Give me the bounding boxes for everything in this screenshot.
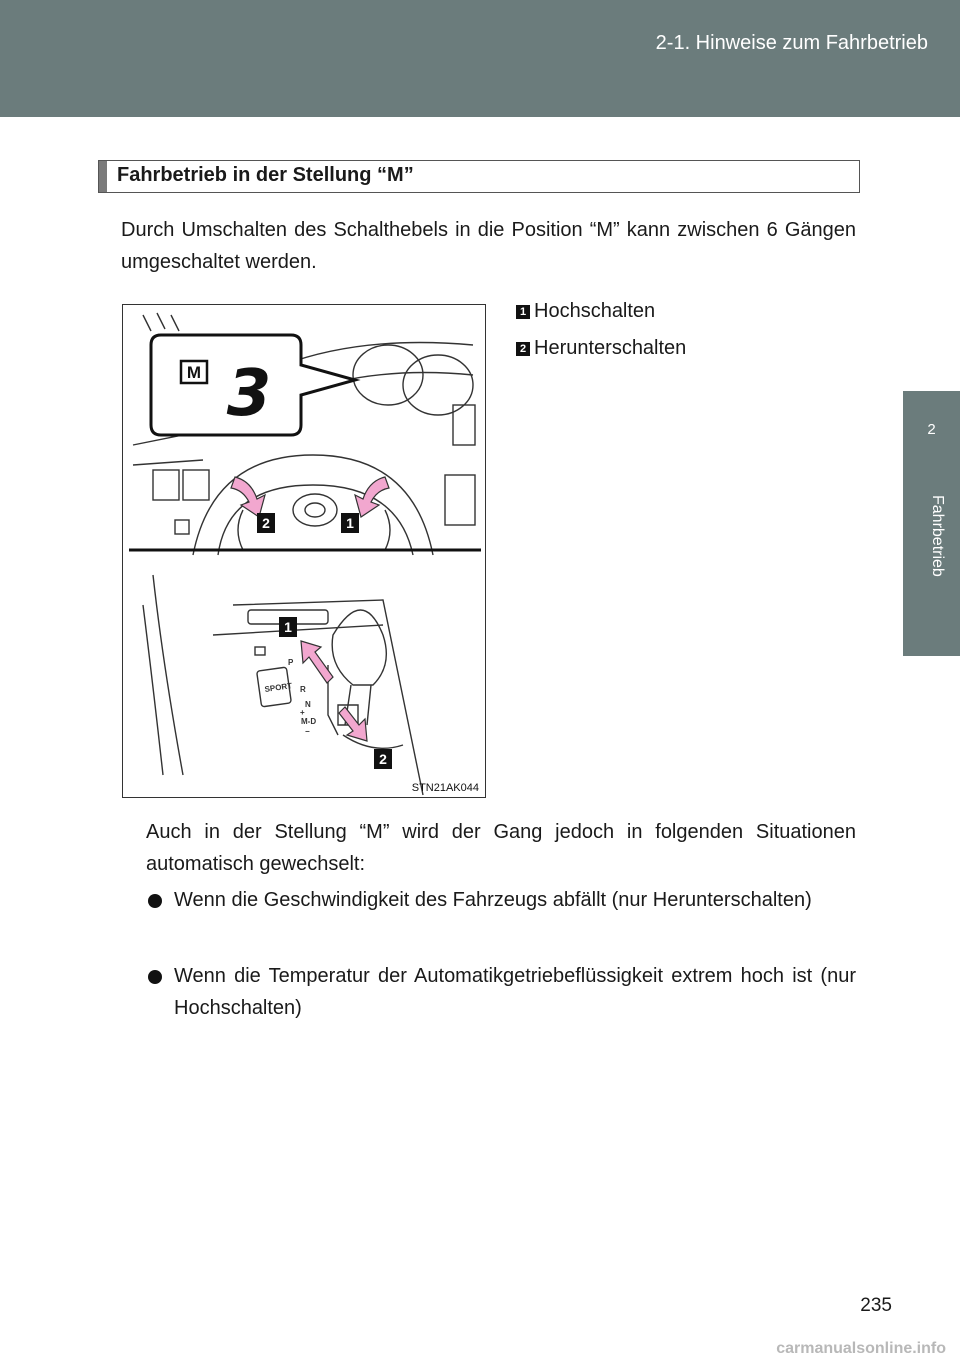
page-header	[0, 0, 960, 117]
bullet-icon	[148, 970, 162, 984]
callout-badge-downshift-paddle: 2	[262, 515, 270, 531]
list-item	[148, 960, 856, 1024]
shifter-sport-label: SPORT	[264, 681, 293, 694]
legend-label: Herunterschalten	[534, 337, 687, 359]
callout-badge-downshift-lever: 2	[379, 751, 387, 767]
legend-item-downshift	[516, 337, 686, 360]
page-number: 235	[860, 1295, 892, 1316]
chapter-side-label: Fahrbetrieb	[929, 495, 946, 577]
chapter-number: 2	[927, 421, 936, 438]
shifter-md-label: M-D	[301, 717, 317, 726]
site-watermark: carmanualsonline.info	[776, 1340, 946, 1357]
chapter-title: 2-1. Hinweise zum Fahrbetrieb	[655, 32, 928, 54]
shifter-r-label: R	[300, 685, 306, 694]
shifter-p-label: P	[288, 658, 294, 667]
legend-badge: 1	[516, 305, 530, 319]
shifter-n-label: N	[305, 700, 311, 709]
shift-illustration-drawing	[123, 305, 486, 798]
note-paragraph: Auch in der Stellung “M” wird der Gang jedoch in folgenden Situationen automatisch gewechselt:	[146, 821, 856, 875]
list-item-text: Wenn die Geschwindigkeit des Fahrzeugs abfällt (nur Herunterschalten)	[174, 889, 812, 911]
list-item	[148, 884, 856, 916]
shift-illustration	[122, 304, 486, 798]
display-gear-digit: 3	[226, 357, 272, 431]
legend-item-upshift	[516, 300, 655, 323]
section-heading	[98, 160, 860, 193]
figure-code: STN21AK044	[411, 782, 479, 794]
shifter-plus-label: +	[300, 708, 305, 717]
legend-label: Hochschalten	[534, 300, 656, 322]
bullet-icon	[148, 894, 162, 908]
intro-paragraph: Durch Umschalten des Schalthebels in die Position “M” kann zwischen 6 Gängen umgeschaltet werden.	[121, 219, 856, 273]
shifter-minus-label: −	[305, 727, 310, 736]
legend-badge: 2	[516, 342, 530, 356]
section-heading-bar	[99, 161, 107, 192]
callout-badge-upshift-lever: 1	[284, 619, 292, 635]
section-heading-text: Fahrbetrieb in der Stellung “M”	[117, 164, 414, 186]
list-item-text: Wenn die Temperatur der Automatikgetriebeflüssigkeit extrem hoch ist (nur Hochschalten)	[174, 965, 856, 1019]
display-mode-label: M	[186, 363, 202, 382]
callout-badge-upshift-paddle: 1	[346, 515, 354, 531]
